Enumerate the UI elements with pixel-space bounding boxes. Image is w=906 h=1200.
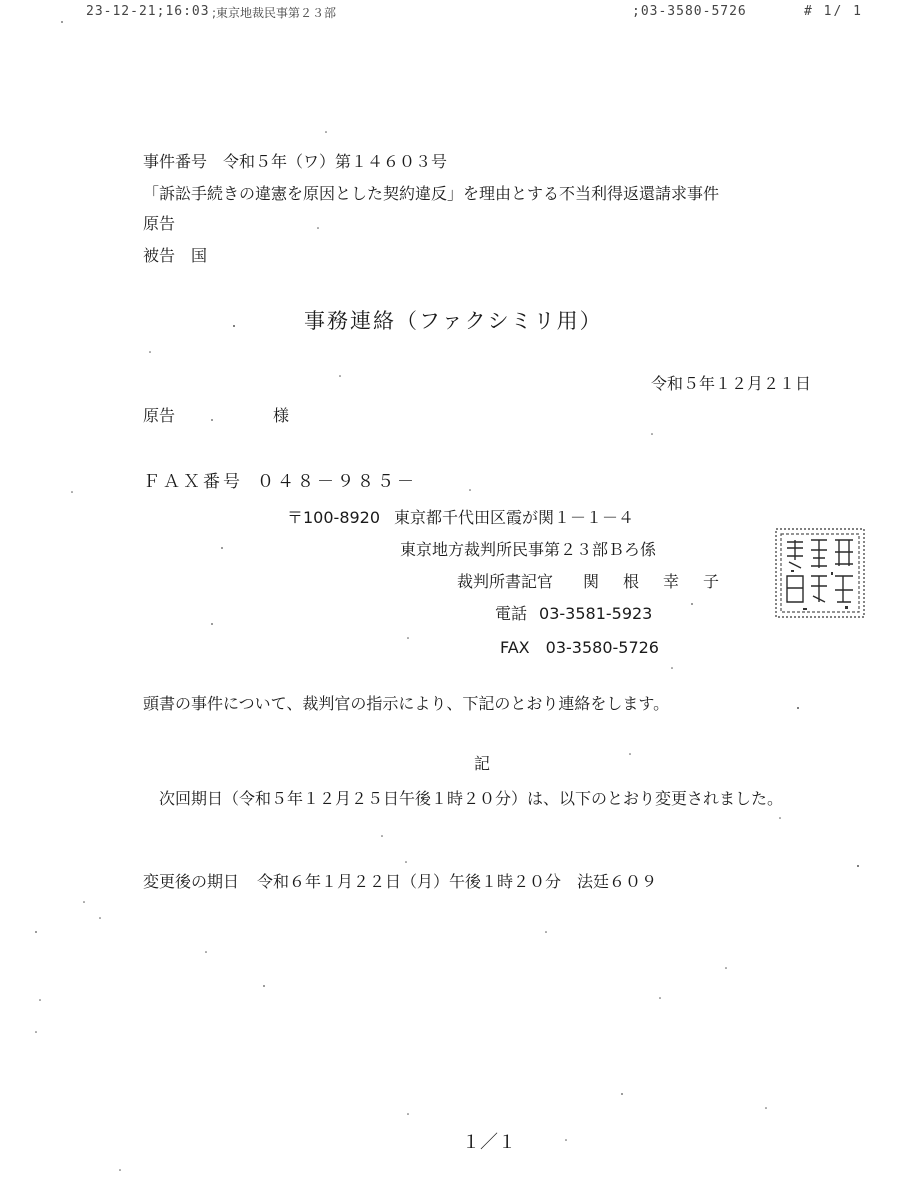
- body-paragraph: 次回期日（令和５年１２月２５日午後１時２０分）は、以下のとおり変更されました。: [159, 789, 784, 808]
- case-number: 事件番号 令和５年（ワ）第１４６０３号: [143, 152, 448, 171]
- changed-date-line: [143, 872, 657, 892]
- defendant-value: 国: [191, 246, 208, 265]
- sender-fax-label: FAX: [500, 638, 530, 657]
- recipient-fax-label: ＦＡＸ番号: [143, 472, 243, 492]
- clerk-name: 関根幸: [583, 572, 704, 591]
- sender-fax-line: [500, 638, 659, 658]
- plaintiff-label: 原告: [143, 214, 176, 233]
- sender-address-line: [287, 508, 634, 528]
- fax-sender: ;東京地裁民事第２３部: [212, 6, 337, 20]
- changed-date-label: 変更後の期日: [143, 872, 240, 891]
- court-department: 東京地方裁判所民事第２３部Ｂろ係: [400, 540, 657, 559]
- postal-code: 〒100-8920: [287, 508, 381, 527]
- fax-datetime: 23-12-21;16:03: [86, 4, 210, 19]
- tel-label: 電話: [495, 604, 528, 623]
- page-number: １／１: [462, 1132, 516, 1153]
- addressee: [143, 406, 290, 426]
- addressee-honorific: 様: [273, 406, 290, 425]
- ki-heading: 記: [474, 754, 491, 773]
- sender-fax-value: 03-3580-5726: [545, 638, 659, 657]
- clerk-title: 裁判所書記官: [457, 572, 554, 591]
- document-title: 事務連絡（ファクシミリ用）: [304, 309, 603, 333]
- defendant-line: [143, 246, 207, 266]
- official-seal-stamp: [773, 526, 867, 620]
- recipient-fax-value: ０４８－９８５－: [257, 472, 417, 492]
- sender-address: 東京都千代田区霞が関１－１－４: [394, 508, 635, 527]
- document-date: 令和５年１２月２１日: [651, 374, 812, 393]
- tel-line: [495, 604, 652, 624]
- changed-date-value: 令和６年１月２２日（月）午後１時２０分 法廷６０９: [257, 872, 658, 891]
- clerk-line: [457, 572, 719, 592]
- recipient-fax-line: [143, 472, 417, 492]
- fax-sender-number: ;03-3580-5726: [632, 4, 747, 19]
- addressee-label: 原告: [143, 406, 176, 425]
- clerk-name-last: 子: [703, 572, 720, 591]
- case-name: 「訴訟手続きの違憲を原因とした契約違反」を理由とする不当利得返還請求事件: [143, 184, 720, 203]
- defendant-label: 被告: [143, 246, 176, 265]
- tel-value: 03-3581-5923: [539, 604, 653, 623]
- fax-page-count: # 1/ 1: [804, 4, 863, 19]
- fax-transmission-header: [0, 4, 906, 22]
- notice-text: 頭書の事件について、裁判官の指示により、下記のとおり連絡をします。: [143, 694, 670, 713]
